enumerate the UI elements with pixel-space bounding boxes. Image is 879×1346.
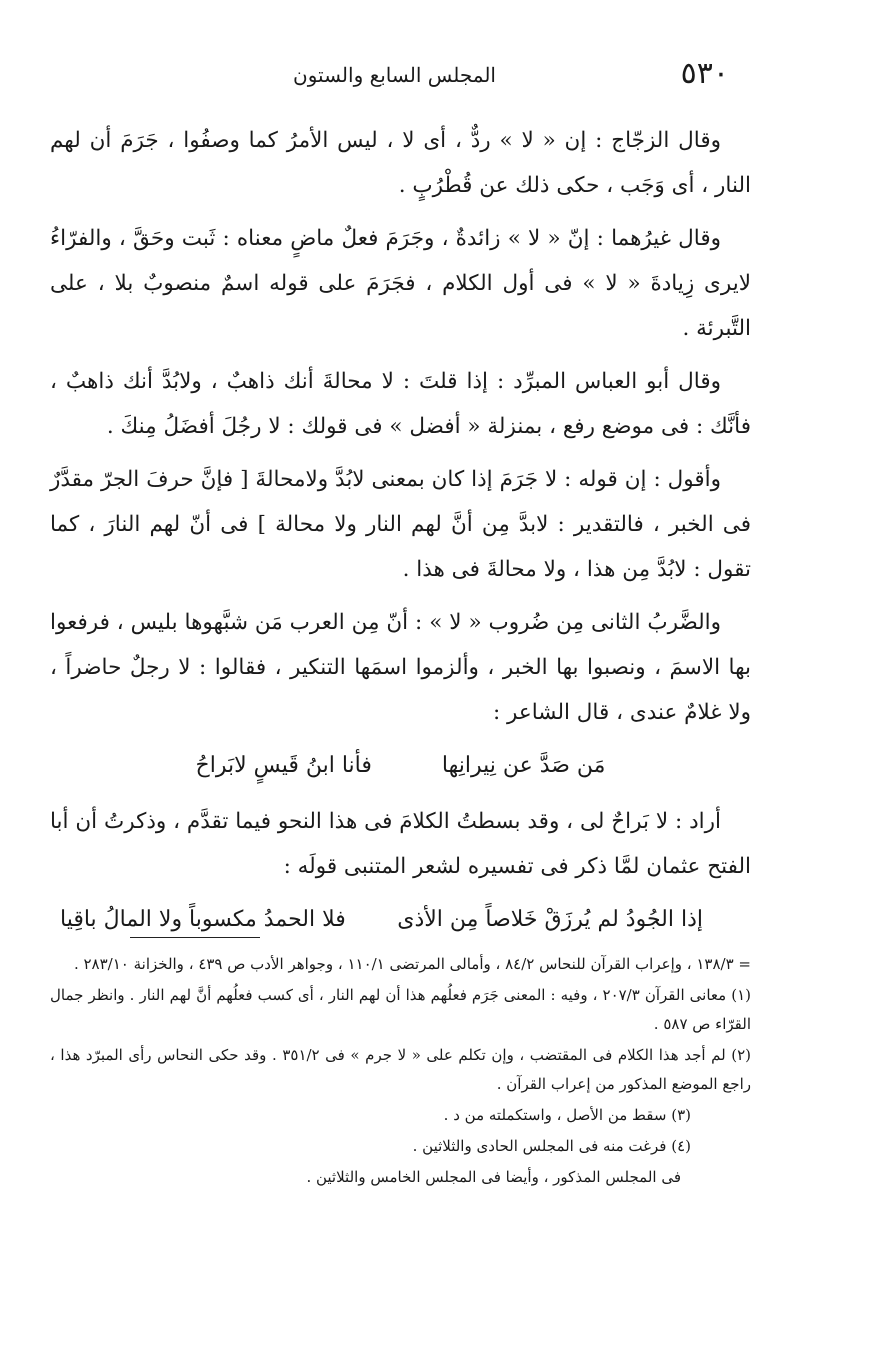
verse-hemistich-first: مَن صَدَّ عن نِيرانِها xyxy=(441,753,606,778)
footnotes xyxy=(50,950,751,1194)
running-head: المجلس السابع والستون xyxy=(293,63,496,87)
footnote-2: (٢) لم أجد هذا الكلام فى المقتضب ، وإن تكلم على « لا جرم » فى ٣٥١/٢ . وقد حكى النحاس رأى المبرّد هذا ، راجع الموضع المذكور من إعراب القرآن . xyxy=(50,1046,751,1093)
page-number: ٥٣٠ xyxy=(680,56,729,91)
paragraph-author: وأقول : إن قوله : لا جَرَمَ إذا كان بمعنى لابُدَّ ولامحالةَ [ فإنَّ حرفَ الجرّ مقدَّرٌ فى الخبر ، فالتقدير : لابدَّ مِن أنَّ لهم النار ولا محالة ] فى أنّ لهم النارَ ، كما تقول : لابُدَّ مِن هذا ، ولا محالةَ فى هذا . xyxy=(50,467,751,582)
verse-hemistich-first: إذا الجُودُ لم يُرزَقْ خَلاصاً مِن الأذى xyxy=(397,907,703,932)
paragraph-others: وقال غيرُهما : إنّ « لا » زائدةٌ ، وجَرَمَ فعلٌ ماضٍ معناه : ثَبت وحَقَّ ، والفرّاءُ لايرى زِيادةَ « لا » فى أول الكلام ، فجَرَمَ على قوله اسمٌ منصوبٌ بلا ، على التَّبرئة . xyxy=(50,226,751,341)
paragraph-second-type: والضَّربُ الثانى مِن ضُروب « لا » : أنّ مِن العرب مَن شبَّهوها بليس ، فرفعوا بها الاسمَ ، ونصبوا بها الخبر ، وألزموا اسمَها التنكير ، فقالوا : لا رجلٌ حاضراً ، ولا غلامٌ عندى ، قال الشاعر : xyxy=(50,610,751,725)
verse-line xyxy=(50,743,751,789)
footnote-continuation: = ١٣٨/٣ ، وإعراب القرآن للنحاس ٨٤/٢ ، وأمالى المرتضى ١١٠/١ ، وجواهر الأدب ص ٤٣٩ ، والخزانة ٢٨٣/١٠ . xyxy=(73,955,751,973)
footnote-divider xyxy=(130,937,260,938)
verse-hemistich-second: فلا الحمدُ مكسوباً ولا المالُ باقِيا xyxy=(60,907,346,932)
verse-hemistich-second: فأنا ابنُ قَيسٍ لابَراحُ xyxy=(195,753,372,778)
paragraph-explanation: أراد : لا بَراحٌ لى ، وقد بسطتُ الكلامَ فى هذا النحو فيما تقدَّم ، وذكرتُ أن أبا الفتح عثمان لمَّا ذكر فى تفسيره لشعر المتنبى قولَه : xyxy=(50,809,751,879)
paragraph-zajjaj: وقال الزجّاج : إن « لا » ردٌّ ، أى لا ، ليس الأمرُ كما وصفُوا ، جَرَمَ أن لهم النار ، أى وَجَب ، حكى ذلك عن قُطْرُبٍ . xyxy=(50,128,751,198)
paragraph-mubarrid: وقال أبو العباس المبرِّد : إذا قلتَ : لا محالةَ أنك ذاهبٌ ، ولابُدَّ أنك ذاهبٌ ، فأنَّك : فى موضع رفع ، بمنزلة « أفضل » فى قولك : لا رجُلَ أفضَلُ مِنكَ . xyxy=(50,369,751,439)
main-text xyxy=(50,118,751,953)
footnote-1: (١) معانى القرآن ٢٠٧/٣ ، وفيه : المعنى جَرَم فعلُهم هذا أن لهم النار ، أى كسب فعلُهم أنَّ لهم النار . وانظر جمال القرّاء ص ٥٨٧ . xyxy=(50,986,751,1033)
footnote-3: (٣) سقط من الأصل ، واستكملته من د . xyxy=(443,1106,691,1124)
footnote-4-continued: فى المجلس المذكور ، وأيضا فى المجلس الخامس والثلاثين . xyxy=(306,1168,681,1186)
page-header xyxy=(60,56,729,96)
footnote-4: (٤) فرغت منه فى المجلس الحادى والثلاثين . xyxy=(412,1137,691,1155)
